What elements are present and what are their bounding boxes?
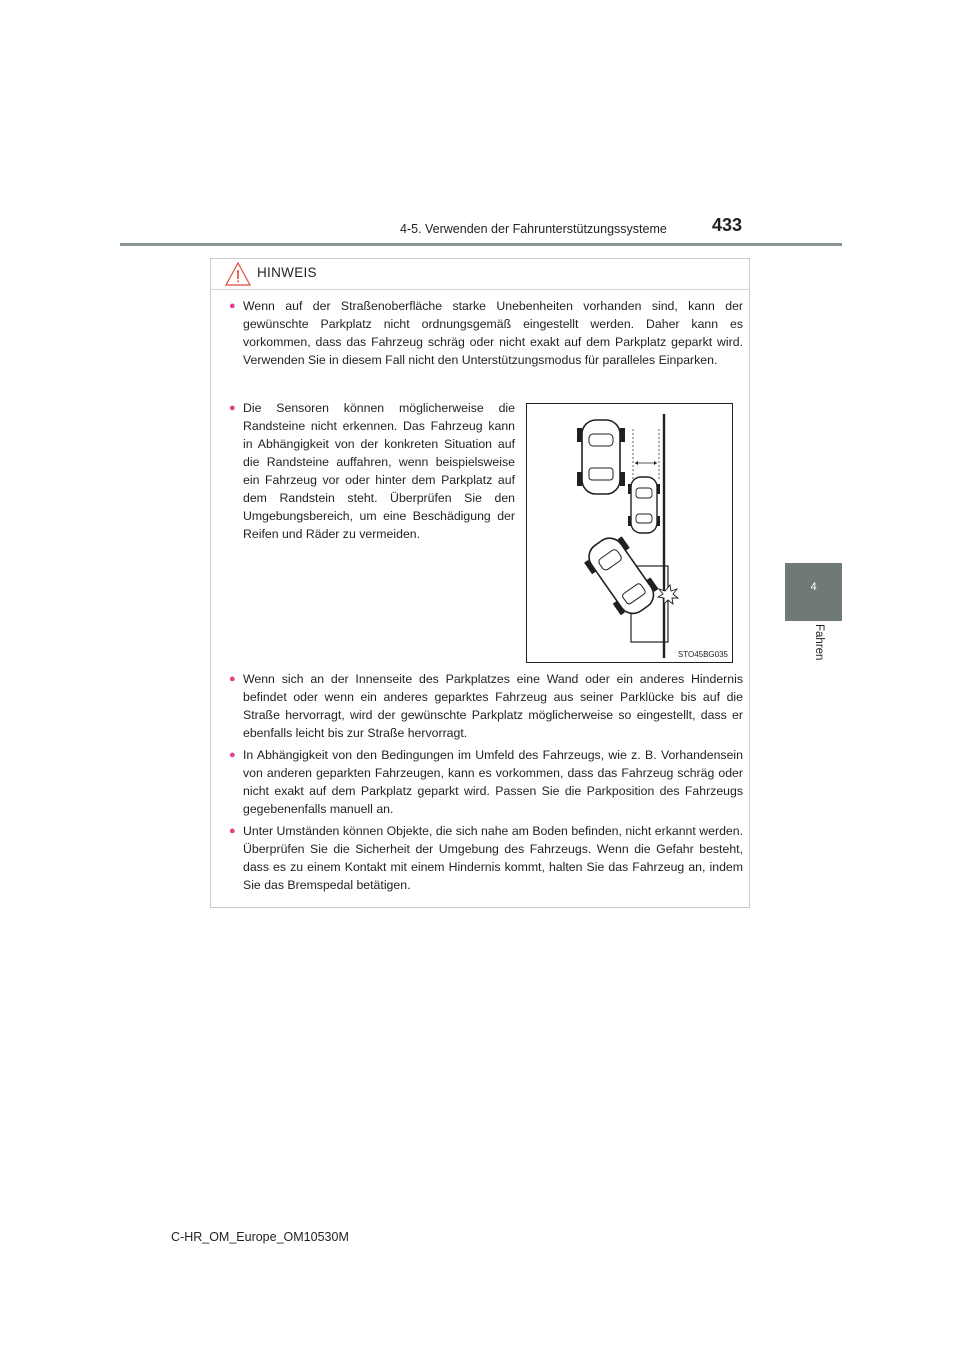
notice-item-text: Wenn auf der Straßenoberfläche starke Unebenheiten vorhanden sind, kann der gewünschte Parkplatz nicht ordnungsgemäß eingestellt werden. Daher kann es vorkommen, dass das Fahrzeug schräg oder nicht exakt auf dem Parkplatz geparkt wird. Verwenden Sie in diesem Fall nicht den Unterstützungsmodus für paralleles Einparken. bbox=[243, 299, 743, 367]
figure-code: STO45BG035 bbox=[677, 650, 728, 659]
parking-car bbox=[579, 530, 663, 622]
notice-item-text: In Abhängigkeit von den Bedingungen im Umfeld des Fahrzeugs, wie z. B. Vorhandensein von anderen geparkten Fahrzeugen, kann es vorkommen, dass das Fahrzeug schräg oder nicht exakt auf dem Parkplatz geparkt wird. Passen Sie die Parkposition des Fahrzeugs gegebenenfalls manuell an. bbox=[243, 748, 743, 816]
bullet-icon: ● bbox=[229, 402, 236, 414]
bullet-icon: ● bbox=[229, 300, 236, 312]
parking-diagram bbox=[527, 404, 732, 662]
notice-item-text: Unter Umständen können Objekte, die sich nahe am Boden befinden, nicht erkannt werden. Überprüfen Sie die Sicherheit der Umgebung des Fahrzeugs. Wenn die Gefahr besteht, dass es zu einem Kontakt mit einem Hindernis kommt, halten Sie das Fahrzeug an, indem Sie das Bremspedal betätigen. bbox=[243, 824, 743, 892]
notice-item-text: Wenn sich an der Innenseite des Parkplatzes eine Wand oder ein anderes Hindernis befindet oder wenn ein anderes geparktes Fahrzeug aus seiner Parklücke bis auf die Straße hervorragt, wird der gewünschte Parkplatz möglicherweise so eingestellt, dass er ebenfalls leicht bis zur Straße hervorragt. bbox=[243, 672, 743, 740]
bullet-icon: ● bbox=[229, 825, 236, 837]
manual-id: C-HR_OM_Europe_OM10530M bbox=[171, 1230, 349, 1244]
notice-item bbox=[229, 670, 743, 742]
header-rule bbox=[120, 243, 842, 246]
notice-item-text: Die Sensoren können möglicherweise die Randsteine nicht erkennen. Das Fahrzeug kann in Abhängigkeit von der konkreten Situation auf die Randsteine auffahren, wenn beispielsweise ein Fahrzeug vor oder hinter dem Parkplatz auf dem Randstein steht. Überprüfen Sie den Umgebungsbereich, um eine Beschädigung der Reifen und Räder zu vermeiden. bbox=[243, 401, 515, 541]
notice-header bbox=[211, 259, 749, 290]
notice-label: HINWEIS bbox=[257, 265, 317, 280]
chapter-number: 4 bbox=[810, 581, 817, 593]
chapter-tab bbox=[785, 563, 842, 621]
notice-item bbox=[229, 297, 743, 369]
warning-triangle-icon bbox=[225, 262, 251, 286]
section-title: 4-5. Verwenden der Fahrunterstützungssysteme bbox=[400, 222, 667, 236]
page-number: 433 bbox=[712, 215, 743, 235]
chapter-label: Fahren bbox=[813, 624, 825, 661]
notice-item bbox=[229, 746, 743, 818]
bullet-icon: ● bbox=[229, 673, 236, 685]
arrow-head bbox=[654, 461, 657, 465]
bullet-icon: ● bbox=[229, 749, 236, 761]
notice-box bbox=[210, 258, 750, 908]
arrow-head bbox=[635, 461, 638, 465]
parked-car-curb bbox=[628, 477, 660, 533]
parking-illustration bbox=[526, 403, 733, 663]
parked-car-front bbox=[577, 420, 625, 494]
notice-item bbox=[229, 399, 515, 543]
notice-item bbox=[229, 822, 743, 894]
